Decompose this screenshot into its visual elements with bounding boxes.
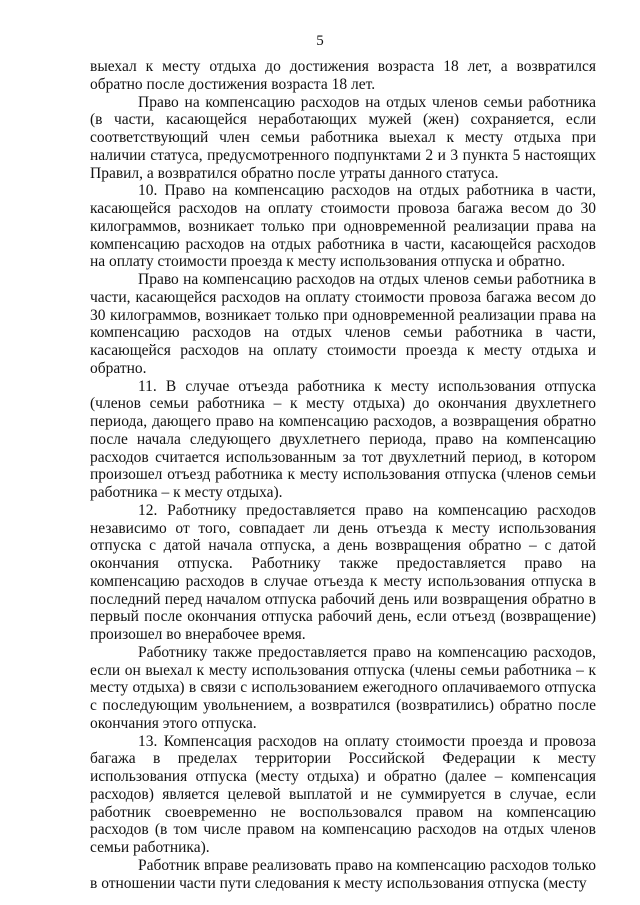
paragraph-family-status: Право на компенсацию расходов на отдых членов семьи работника (в части, касающейся неработающих мужей (жен) сохраняется, если соответствующий член семьи работника выехал к месту отдыха при наличии статуса, предусмотренного подпунктами 2 и 3 пункта 5 настоящих Правил, а возвратился обратно после утраты данного статуса.: [90, 93, 596, 182]
paragraph-item-10-family: Право на компенсацию расходов на отдых членов семьи работника в части, касающейся расходов на оплату стоимости провоза багажа весом до 30 килограммов, возникает только при одновременной реализации права на компенсацию расходов на отдых членов семьи работника в части, касающейся расходов на оплату стоимости проезда к месту отдыха и обратно.: [90, 271, 596, 377]
page-number: 5: [316, 33, 324, 49]
paragraph-continuation: выехал к месту отдыха до достижения возраста 18 лет, а возвратился обратно после достижения возраста 18 лет.: [90, 58, 596, 93]
paragraph-item-10: 10. Право на компенсацию расходов на отдых работника в части, касающейся расходов на оплату стоимости провоза багажа весом до 30 килограммов, возникает только при одновременной реализации права на компенсацию расходов на отдых работника в части, касающейся расходов на оплату стоимости проезда к месту использования отпуска и обратно.: [90, 182, 596, 271]
paragraph-item-12: 12. Работнику предоставляется право на компенсацию расходов независимо от того, совпадает ли день отъезда к месту использования отпуска с датой начала отпуска, а день возвращения обратно – с датой окончания отпуска. Работнику также предоставляется право на компенсацию расходов в случае отъезда к месту использования отпуска в последний перед началом отпуска рабочий день или возвращения обратно в первый после окончания отпуска рабочий день, если отъезд (возвращение) произошел во внерабочее время.: [90, 501, 596, 643]
paragraph-item-13: 13. Компенсация расходов на оплату стоимости проезда и провоза багажа в пределах территории Российской Федерации к месту использования отпуска (месту отдыха) и обратно (далее – компенсация расходов) является целевой выплатой и не суммируется в случае, если работник своевременно не воспользовался правом на компенсацию расходов (в том числе правом на компенсацию расходов на отдых членов семьи работника).: [90, 732, 596, 856]
paragraph-item-13-partial-route: Работник вправе реализовать право на компенсацию расходов только в отношении части пути следования к месту использования отпуска (месту: [90, 856, 596, 892]
document-body: [90, 58, 596, 892]
paragraph-item-12-dismissal: Работнику также предоставляется право на компенсацию расходов, если он выехал к месту использования отпуска (члены семьи работника – к месту отдыха) в связи с использованием ежегодного оплачиваемого отпуска с последующим увольнением, а возвратился (возвратились) обратно после окончания этого отпуска.: [90, 643, 596, 732]
paragraph-item-11: 11. В случае отъезда работника к месту использования отпуска (членов семьи работника – к месту отдыха) до окончания двухлетнего периода, дающего право на компенсацию расходов, а возвращения обратно после начала следующего двухлетнего периода, право на компенсацию расходов считается использованным за тот двухлетний период, в котором произошел отъезд работника к месту использования отпуска (членов семьи работника – к месту отдыха).: [90, 377, 596, 501]
